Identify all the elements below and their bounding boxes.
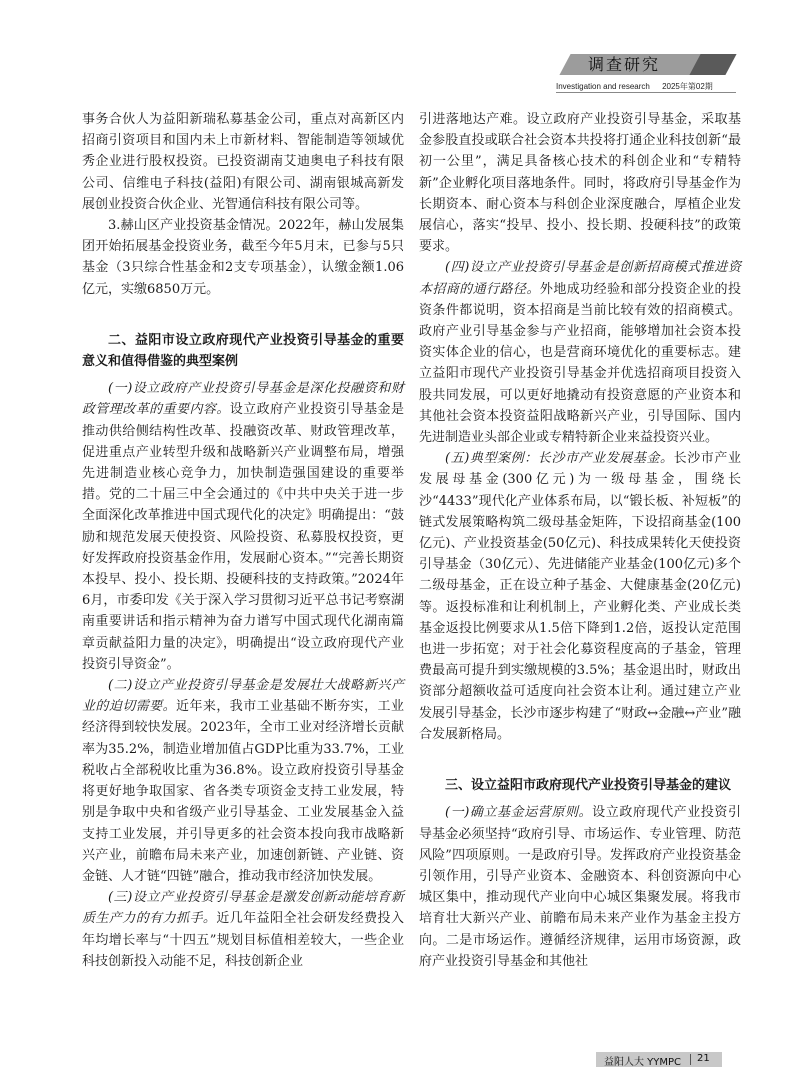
paragraph-text: 长沙市产业发展母基金(300亿元)为一级母基金，围绕长沙“4433”现代化产业体系布局，以“锻长板、补短板”的链式发展策略构筑二级母基金矩阵，下设招商基金(100亿元)、产业投资基金(50亿元)、科技成果转化天使投资引导基金（30亿元）、先进储能产业基金(100亿元)多个二级母基金，正在设立种子基金、大健康基金(20亿元)等。返投标准和让利机制上，产业孵化类、产业成长类基金返投比例要求从1.5倍下降到1.2倍，返投认定范围也进一步拓宽；对于社会化募资程度高的子基金，管理费最高可提升到实缴规模的3.5%；基金退出时，财政出资部分超额收益可适度向社会资本让利。通过建立产业发展引导基金，长沙市逐步构建了“财政↔金融↔产业”融合发展新格局。 [419,451,741,742]
issue-number: 2025年第02期 [662,82,713,91]
paragraph-lead: (一)确立基金运营原则。 [445,805,593,821]
left-column [82,109,404,972]
right-column [419,109,741,972]
paragraph [82,887,404,972]
section-title: 调查研究 [588,55,661,74]
paragraph [419,109,741,257]
paragraph-lead: (四)设立产业投资引导基金是创新招商模式推进资本招商的通行路径。 [419,260,741,297]
section-gap [82,300,404,330]
paragraph [419,802,741,972]
paragraph-lead: (一)设立政府产业投资引导基金是深化投融资和财政管理改革的重要内容。 [82,381,404,418]
paragraph-lead: (三)设立产业投资引导基金是激发创新动能培育新质生产力的有力抓手。 [82,890,404,927]
section-gap [419,745,741,775]
paragraph-lead: (五)典型案例：长沙市产业发展基金。 [445,451,674,467]
paragraph-text: 近年来，我市工业基础不断夯实，工业经济得到较快发展。2023年，全市工业对经济增长贡献率为35.2%，制造业增加值占GDP比重为33.7%，工业税收占全部税收比重为36.8%。设立政府投资引导基金将更好地争取国家、省各类专项资金支持工业发展，特别是争取中央和省级产业引导基金、工业发展基金入益支持工业发展，并引导更多的社会资本投向我市战略新兴产业，前瞻布局未来产业，加速创新链、产业链、资金链、人才链“四链”融合，推动我市经济加快发展。 [82,699,404,884]
paragraph-text: 设立政府产业投资引导基金是推动供给侧结构性改革、投融资改革、财政管理改革，促进重点产业转型升级和战略新兴产业调整布局，增强先进制造业核心竞争力，加快制造强国建设的重要举措。党的二十届三中全会通过的《中共中央关于进一步全面深化改革推进中国式现代化的决定》明确提出：“鼓励和规范发展天使投资、风险投资、私募股权投资，更好发挥政府投资基金作用，发展耐心资本。”“完善长期资本投早、投小、投长期、投硬科技的支持政策。”2024年6月，市委印发《关于深入学习贯彻习近平总书记考察湖南重要讲话和指示精神为奋力谱写中国式现代化湖南篇章贡献益阳力量的决定》，明确提出“设立政府现代产业投资引导资金”。 [82,402,404,672]
paragraph-text: 外地成功经验和部分投资企业的投资条件都说明，资本招商是当前比较有效的招商模式。政府产业引导基金参与产业招商，能够增加社会资本投资实体企业的信心，也是营商环境优化的重要标志。建立益阳市现代产业投资引导基金并优选招商项目投资入股共同发展，可以更好地撬动有投资意愿的产业资本和其他社会资本投资益阳战略新兴产业，引导国际、国内先进制造业头部企业或专精特新企业来益投资兴业。 [419,281,741,446]
paragraph [419,448,741,745]
header-subtitle-row [556,81,723,92]
paragraph-lead: (二)设立产业投资引导基金是发展壮大战略新兴产业的迫切需要。 [82,678,404,715]
paragraph-text: 事务合伙人为益阳新瑞私募基金公司，重点对高新区内招商引资项目和国内未上市新材料、智能制造等领域优秀企业进行股权投资。已投资湖南艾迪奥电子科技有限公司、信维电子科技(益阳)有限公司、湖南银城高新发展创业投资合伙企业、光智通信科技有限公司等。 [82,112,404,212]
paragraph [419,257,741,448]
section-heading: 三、设立益阳市政府现代产业投资引导基金的建议 [445,778,732,794]
paragraph [82,109,404,215]
paragraph-text: 设立政府现代产业投资引导基金必须坚持“政府引导、市场运作、专业管理、防范风险”四项原则。一是政府引导。发挥政府产业投资基金引领作用，引导产业资本、金融资本、科创资源向中心城区集中，推动现代产业向中心城区集聚发展。将我市培育壮大新兴产业、前瞻布局未来产业作为基金主投方向。二是市场运作。遵循经济规律，运用市场资源，政府产业投资引导基金和其他社 [419,805,741,969]
page-number: 21 [697,1053,710,1064]
paragraph-text: 引进落地达产难。设立政府产业投资引导基金，采取基金参股直投或联合社会资本共投将打通企业科技创新“最初一公里”，满足具备核心技术的科创企业和“专精特新”企业孵化项目落地条件。同时，将政府引导基金作为长期资本、耐心资本与科创企业深度融合，厚植企业发展信心，落实“投早、投小、投长期、投硬科技”的政策要求。 [419,112,741,255]
paragraph [82,215,404,300]
header-divider [556,92,736,93]
paragraph-text: 3.赫山区产业投资基金情况。2022年，赫山发展集团开始拓展基金投资业务，截至今年5月末，已参与5只基金（3只综合性基金和2支专项基金），认缴金额1.06亿元，实缴6850万元。 [82,218,404,297]
paragraph-text: 近几年益阳全社会研发经费投入年均增长率与“十四五”规划目标值相差较大，一些企业科技创新投入动能不足，科技创新企业 [82,911,404,969]
paragraph [82,675,404,887]
paragraph [82,378,404,675]
section-heading: 二、益阳市设立政府现代产业投资引导基金的重要意义和值得借鉴的典型案例 [82,332,404,370]
footer-magazine-name: 益阳人大 YYMPC [604,1057,682,1068]
header-subtitle: Investigation and research [556,82,650,91]
footer-separator [690,1054,691,1065]
